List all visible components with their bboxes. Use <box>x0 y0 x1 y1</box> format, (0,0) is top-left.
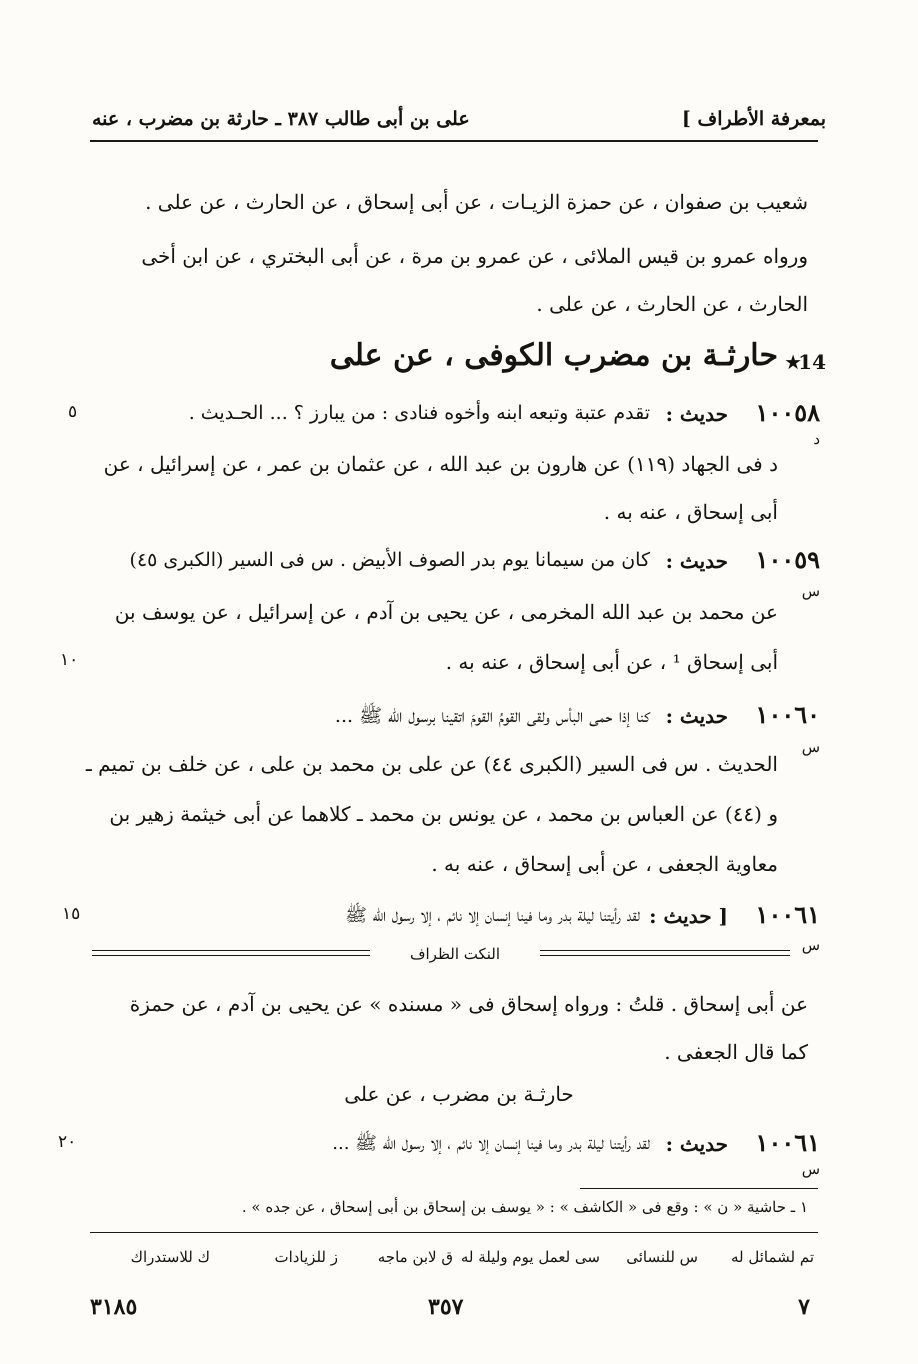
legend-item: ك للاستدراك <box>130 1248 210 1266</box>
hadith-text: لقد رأيتنا ليلة بدر وما فينا إنسان إلا نائم ، إلا رسول الله ﷺ ... <box>332 1133 650 1154</box>
hadith-text: تقدم عتبة وتبعه ابنه وأخوه فنادى : من يبارز ؟ ... الحـديث . <box>188 402 650 424</box>
footnote-rule <box>580 1188 818 1189</box>
hadith-number: ١٠٠٦١ <box>755 1128 820 1157</box>
legend-item: سى لعمل يوم وليلة له <box>460 1248 600 1266</box>
hadith-text: أبى إسحاق ، عنه به . <box>603 500 778 524</box>
running-header-center: على بن أبى طالب ٣٨٧ ـ حارثة بن مضرب ، عنه <box>92 108 470 130</box>
star-icon: ★ <box>784 350 802 374</box>
narrator-symbol: س <box>801 936 820 954</box>
header-rule <box>90 140 818 142</box>
legend-item: تم لشمائل له <box>730 1248 814 1266</box>
legend-item: ق لابن ماجه <box>377 1248 453 1266</box>
hadith-text: لقد رأيتنا ليلة بدر وما فينا إنسان إلا نائم ، إلا رسول الله ﷺ <box>345 905 640 926</box>
hadith-label: حديث : <box>665 402 728 426</box>
hadith-label: [ حديث : <box>649 904 728 928</box>
intro-line: الحارث ، عن الحارث ، عن على . <box>536 292 808 316</box>
legend-rule <box>90 1232 818 1233</box>
section-title: حارثـة بن مضرب الكوفى ، عن على <box>329 338 778 373</box>
hadith-text: و (٤٤) عن العباس بن محمد ، عن يونس بن محمد ـ كلاهما عن أبى خيثمة زهير بن <box>109 802 778 826</box>
footnote: ١ ـ حاشية « ن » : وقع فى « الكاشف » : « يوسف بن إسحاق بن أبى إسحاق ، عن جده » . <box>241 1198 808 1216</box>
nukat-line: كما قال الجعفى . <box>664 1040 808 1064</box>
hadith-label: حديث : <box>665 704 728 728</box>
hadith-number: ١٠٠٦٠ <box>755 700 820 729</box>
hadith-text: الحديث . س فى السير (الكبرى ٤٤) عن على بن محمد بن على ، عن خلف بن تميم ـ <box>85 752 778 776</box>
page-number: ٣٥٧ <box>428 1294 464 1320</box>
running-header-right: بمعرفة الأطراف ] <box>681 108 826 130</box>
sub-heading: حارثـة بن مضرب ، عن على <box>344 1082 574 1106</box>
hadith-number: ١٠٠٥٩ <box>755 545 820 574</box>
section-number: 14 <box>798 350 826 374</box>
hadith-label: حديث : <box>665 1132 728 1156</box>
narrator-symbol: س <box>801 1160 820 1178</box>
intro-line: ورواه عمرو بن قيس الملائى ، عن عمرو بن مرة ، عن أبى البختري ، عن ابن أخى <box>141 244 808 268</box>
narrator-symbol: س <box>801 582 820 600</box>
legend-item: ز للزيادات <box>274 1248 338 1266</box>
margin-line-number: ١٠ <box>60 650 79 670</box>
nukat-ornament-label: النكت الظراف <box>370 945 540 963</box>
hadith-text: كنا إذا حمى البأس ولقى القومُ القومَ اتقينا برسول الله ﷺ ... <box>334 705 650 727</box>
margin-line-number: ٥ <box>68 402 78 422</box>
margin-line-number: ١٥ <box>62 904 81 924</box>
legend-item: س للنسائى <box>626 1248 698 1266</box>
hadith-label: حديث : <box>665 549 728 573</box>
volume-number: ٧ <box>798 1294 810 1320</box>
nukat-line: عن أبى إسحاق . قلتُ : ورواه إسحاق فى « مسنده » عن يحيى بن آدم ، عن حمزة <box>129 992 808 1016</box>
hadith-text: أبى إسحاق ¹ ، عن أبى إسحاق ، عنه به . <box>445 650 778 674</box>
hadith-text: معاوية الجعفى ، عن أبى إسحاق ، عنه به . <box>431 852 778 876</box>
hadith-text: عن محمد بن عبد الله المخرمى ، عن يحيى بن آدم ، عن إسرائيل ، عن يوسف بن <box>114 600 778 624</box>
hadith-number: ١٠٠٦١ <box>755 900 820 929</box>
narrator-symbol: د <box>813 430 820 448</box>
margin-line-number: ٢٠ <box>58 1132 77 1152</box>
hadith-number: ١٠٠٥٨ <box>755 398 820 427</box>
narrator-symbol: س <box>801 738 820 756</box>
hadith-text: كان من سيمانا يوم بدر الصوف الأبيض . س فى السير (الكبرى ٤٥) <box>129 549 650 571</box>
sequence-number: ٣١٨٥ <box>90 1294 138 1320</box>
intro-line: شعيب بن صفوان ، عن حمزة الزيـات ، عن أبى إسحاق ، عن الحارث ، عن على . <box>145 190 808 214</box>
hadith-text: د فى الجهاد (١١٩) عن هارون بن عبد الله ، عن عثمان بن عمر ، عن إسرائيل ، عن <box>103 452 778 476</box>
